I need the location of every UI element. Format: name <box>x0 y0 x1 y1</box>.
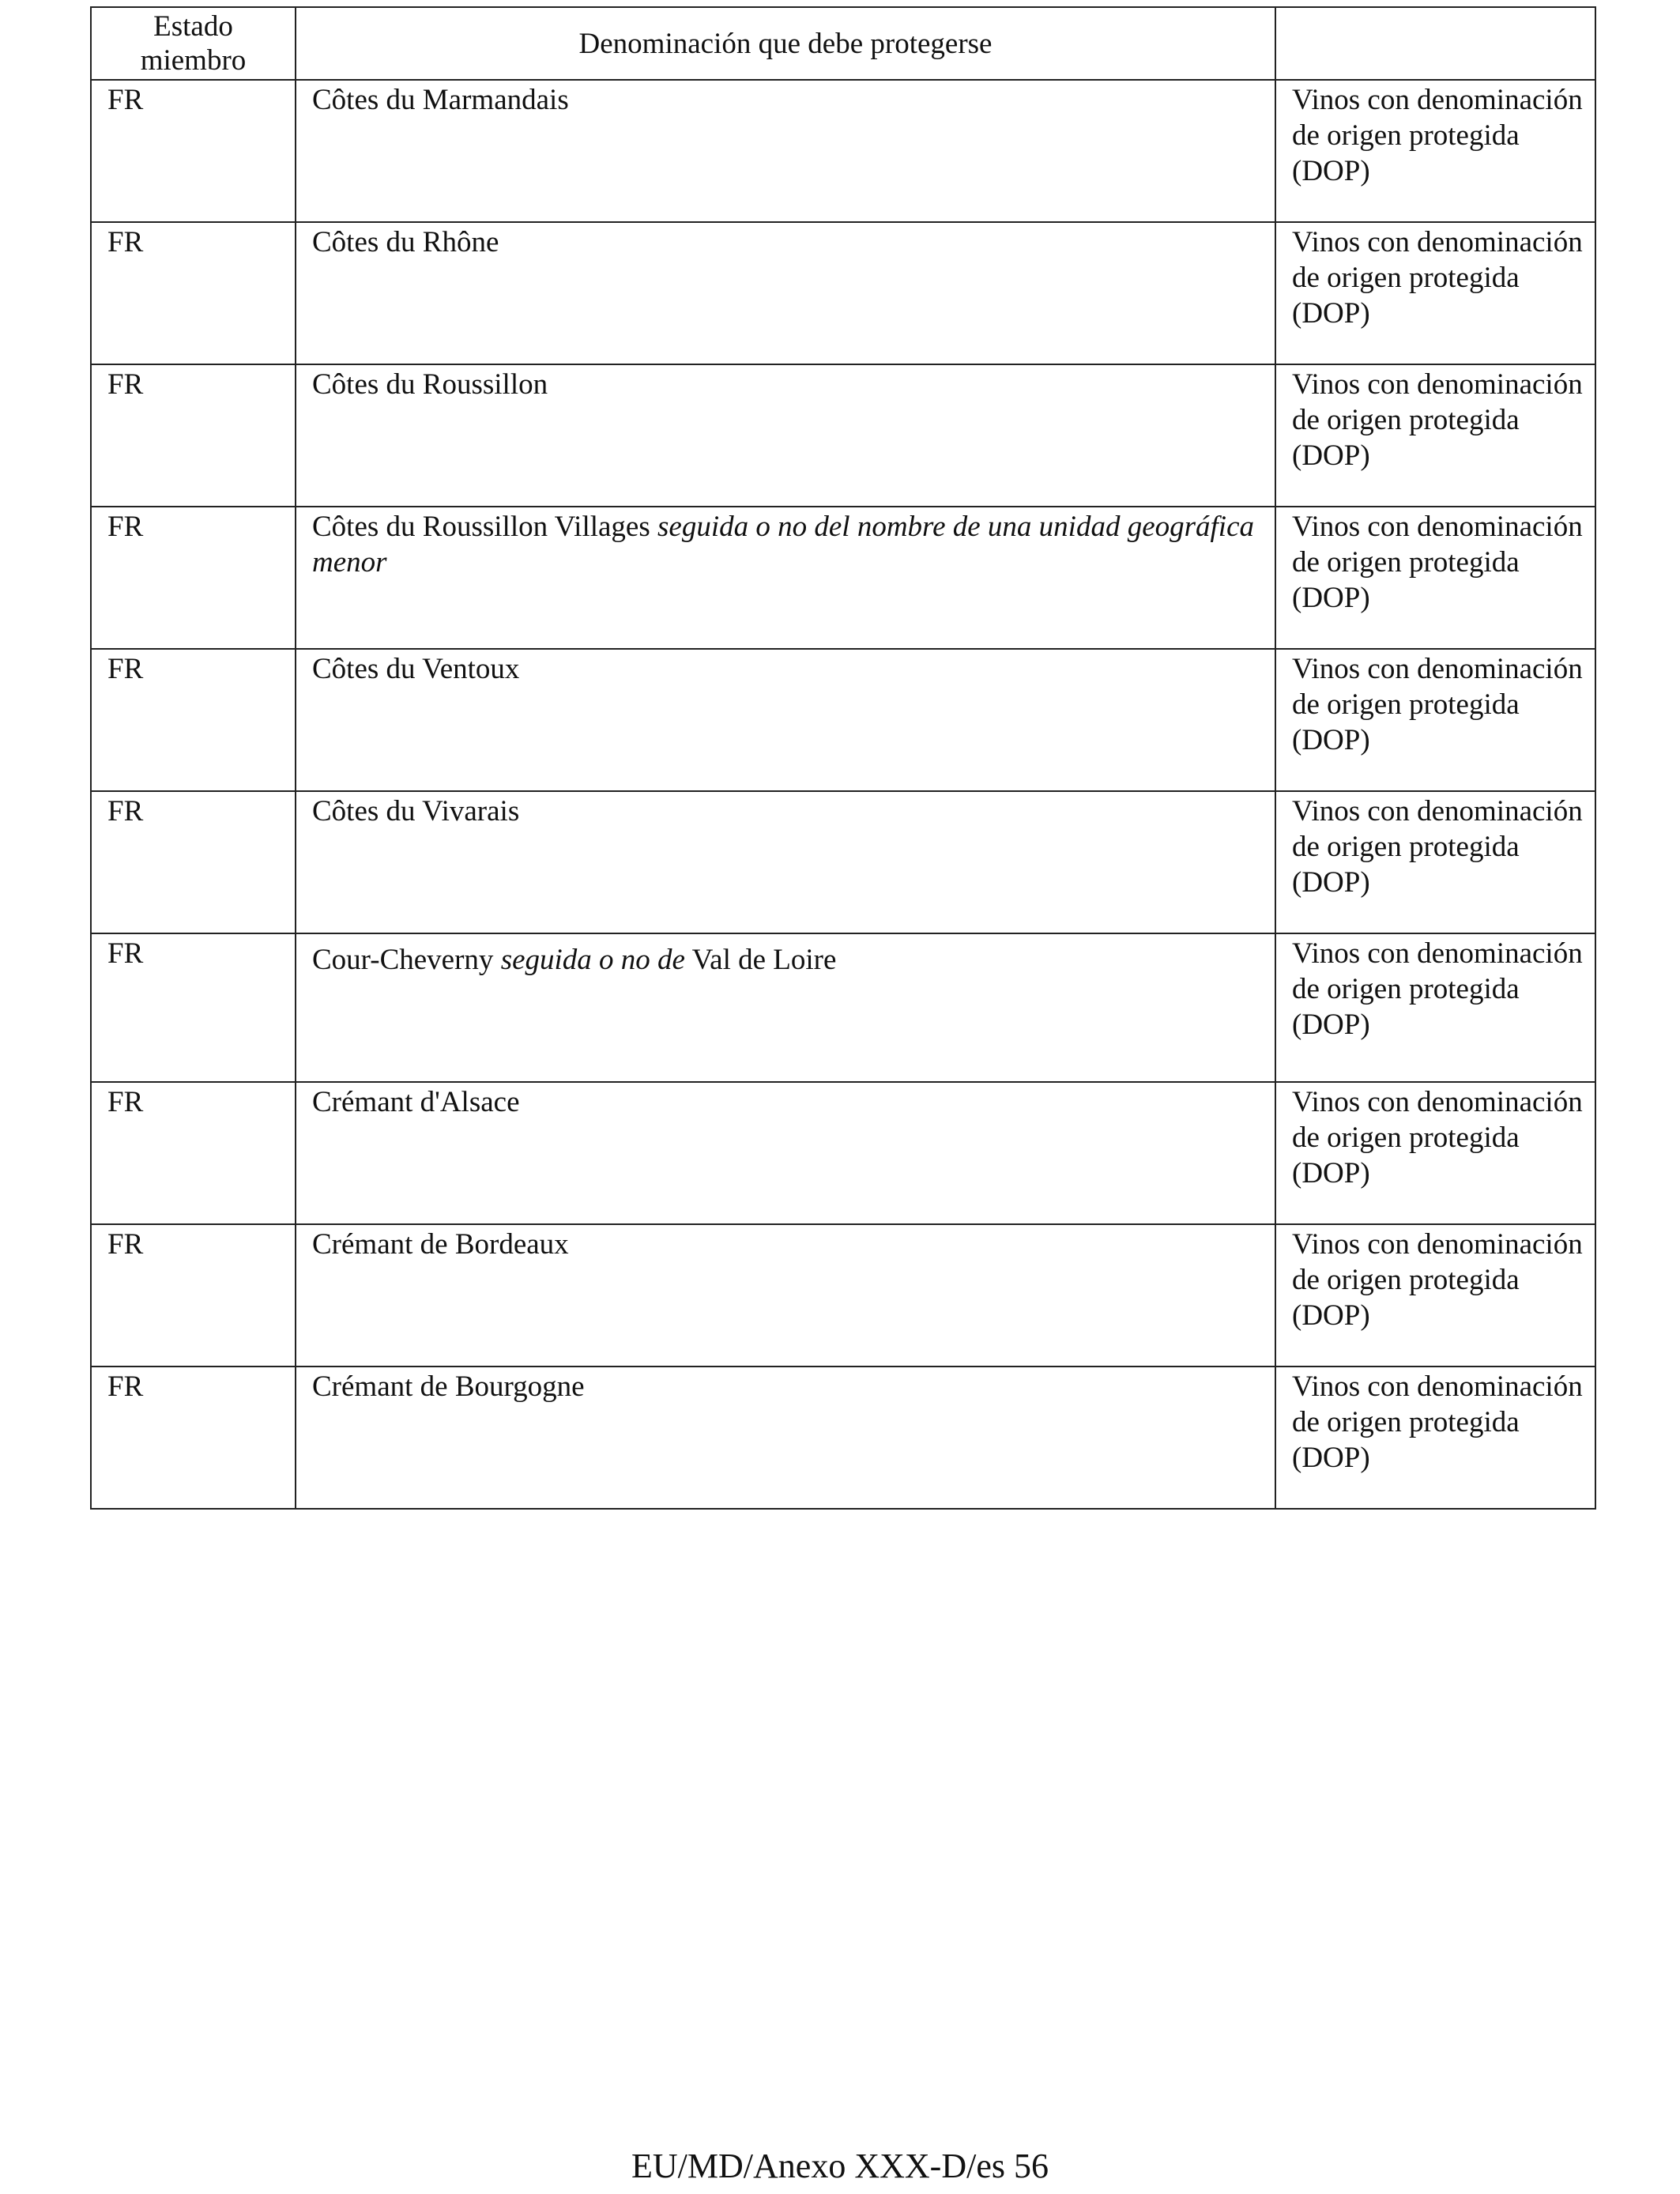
cell-category: Vinos con denominación de origen protegida (DOP) <box>1275 791 1595 933</box>
table-header-row <box>91 7 1595 80</box>
cell-denomination <box>296 1082 1275 1224</box>
cell-member-state: FR <box>91 364 296 507</box>
table-row <box>91 649 1595 791</box>
cell-denomination <box>296 364 1275 507</box>
denomination-suffix: Val de Loire <box>691 944 837 976</box>
cell-denomination <box>296 933 1275 1082</box>
cell-denomination <box>296 1367 1275 1509</box>
cell-category: Vinos con denominación de origen protegida (DOP) <box>1275 1367 1595 1509</box>
denomination-qualifier: seguida o no del nombre de una unidad geográfica menor <box>312 511 1254 579</box>
denomination-name: Côtes du Vivarais <box>312 795 520 827</box>
cell-member-state: FR <box>91 80 296 222</box>
cell-category: Vinos con denominación de origen protegida (DOP) <box>1275 1082 1595 1224</box>
cell-member-state: FR <box>91 791 296 933</box>
table-row <box>91 1082 1595 1224</box>
cell-member-state: FR <box>91 933 296 1082</box>
table-row <box>91 791 1595 933</box>
cell-denomination <box>296 80 1275 222</box>
cell-category: Vinos con denominación de origen protegida (DOP) <box>1275 222 1595 364</box>
denomination-name: Crémant d'Alsace <box>312 1086 520 1118</box>
table-row <box>91 80 1595 222</box>
cell-category: Vinos con denominación de origen protegida (DOP) <box>1275 80 1595 222</box>
denomination-name: Crémant de Bordeaux <box>312 1228 569 1261</box>
cell-category: Vinos con denominación de origen protegida (DOP) <box>1275 1224 1595 1367</box>
cell-denomination <box>296 791 1275 933</box>
header-category <box>1275 7 1595 80</box>
denomination-name: Côtes du Roussillon Villages <box>312 511 650 543</box>
cell-member-state: FR <box>91 649 296 791</box>
cell-member-state: FR <box>91 1367 296 1509</box>
denomination-name: Côtes du Marmandais <box>312 84 569 116</box>
denomination-name: Crémant de Bourgogne <box>312 1370 585 1403</box>
cell-category: Vinos con denominación de origen protegida (DOP) <box>1275 507 1595 649</box>
denomination-qualifier: seguida o no de <box>500 944 685 976</box>
cell-category: Vinos con denominación de origen protegida (DOP) <box>1275 649 1595 791</box>
table-row <box>91 1367 1595 1509</box>
table-row <box>91 222 1595 364</box>
cell-category: Vinos con denominación de origen protegida (DOP) <box>1275 933 1595 1082</box>
table-row <box>91 507 1595 649</box>
header-denomination: Denominación que debe protegerse <box>296 7 1275 80</box>
cell-member-state: FR <box>91 507 296 649</box>
cell-denomination <box>296 1224 1275 1367</box>
page-footer-reference: EU/MD/Anexo XXX-D/es 56 <box>631 2147 1049 2185</box>
header-member-state: Estado miembro <box>91 7 296 80</box>
cell-member-state: FR <box>91 1082 296 1224</box>
denomination-name: Cour-Cheverny <box>312 944 494 976</box>
denomination-name: Côtes du Rhône <box>312 226 499 258</box>
cell-member-state: FR <box>91 1224 296 1367</box>
table-row <box>91 364 1595 507</box>
denomination-name: Côtes du Roussillon <box>312 368 548 401</box>
table-row <box>91 1224 1595 1367</box>
denomination-name: Côtes du Ventoux <box>312 653 520 685</box>
cell-denomination <box>296 222 1275 364</box>
cell-denomination <box>296 649 1275 791</box>
protected-names-table <box>90 6 1596 1510</box>
cell-denomination <box>296 507 1275 649</box>
cell-category: Vinos con denominación de origen protegida (DOP) <box>1275 364 1595 507</box>
table-row <box>91 933 1595 1082</box>
cell-member-state: FR <box>91 222 296 364</box>
